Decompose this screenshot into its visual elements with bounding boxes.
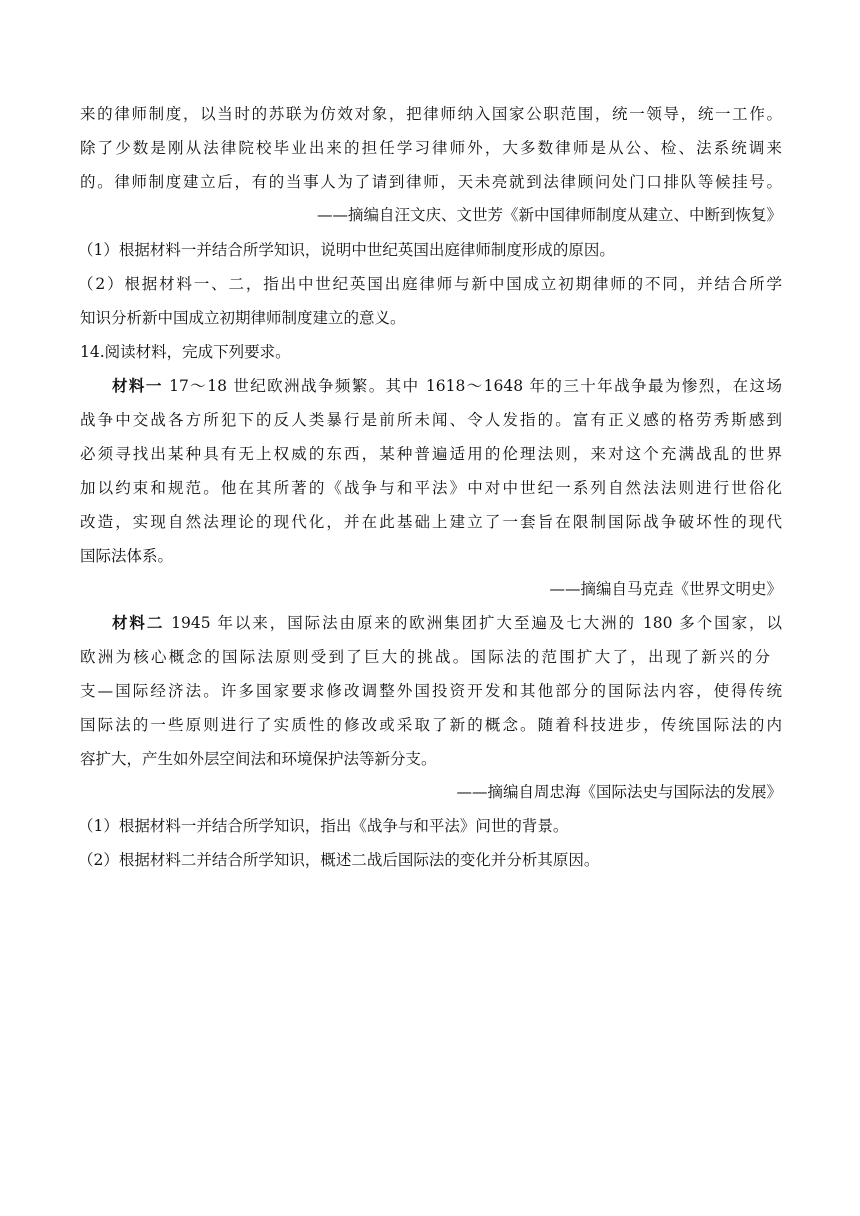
q13-sub-question-1: （1）根据材料一并结合所学知识，说明中世纪英国出庭律师制度形成的原因。	[78, 241, 615, 259]
q14-material-2-line-5: 容扩大，产生如外层空间法和环境保护法等新分支。	[80, 750, 437, 768]
q14-material-1-line-3: 必须寻找出某种具有无上权威的东西，某种普遍适用的伦理法则，来对这个充满战乱的世界	[80, 445, 782, 463]
material-source-citation: ——摘编自汪文庆、文世芳《新中国律师制度从建立、中断到恢复》	[316, 206, 782, 224]
material-1-text: 17～18 世纪欧洲战争频繁。其中 1618～1648 年的三十年战争最为惨烈，在这场	[162, 377, 782, 395]
material-2-label: 材料二	[112, 613, 165, 632]
q14-material-2-line-2: 欧洲为核心概念的国际法原则受到了巨大的挑战。国际法的范围扩大了，出现了新兴的分	[80, 648, 770, 666]
material-continuation-line-2: 除了少数是刚从法律院校毕业出来的担任学习律师外，大多数律师是从公、检、法系统调来	[80, 139, 782, 157]
material-1-label: 材料一	[112, 376, 163, 395]
q14-material-1-line-6: 国际法体系。	[80, 547, 174, 565]
q14-sub-question-2: （2）根据材料二并结合所学知识，概述二战后国际法的变化并分析其原因。	[78, 851, 600, 869]
q14-material-1-line-5: 改造，实现自然法理论的现代化，并在此基础上建立了一套旨在限制国际战争破坏性的现代	[80, 513, 782, 531]
q14-material-2-line-3: 支—国际经济法。许多国家要求修改调整外国投资开发和其他部分的国际法内容，使得传统	[80, 682, 782, 700]
material-2-text: 1945 年以来，国际法由原来的欧洲集团扩大至遍及七大洲的 180 多个国家，以	[164, 614, 782, 632]
q14-material-1-line-2: 战争中交战各方所犯下的反人类暴行是前所未闻、令人发指的。富有正义感的格劳秀斯感到	[80, 411, 782, 429]
q14-title: 14.阅读材料，完成下列要求。	[80, 343, 291, 361]
q14-material-1-line-4: 加以约束和规范。他在其所著的《战争与和平法》中对中世纪一系列自然法法则进行世俗化	[80, 479, 782, 497]
material-continuation-line-1: 来的律师制度，以当时的苏联为仿效对象，把律师纳入国家公职范围，统一领导，统一工作。	[80, 105, 782, 123]
q14-material-1-line-1	[112, 376, 782, 396]
q13-sub-question-2-line-1: （2）根据材料一、二，指出中世纪英国出庭律师与新中国成立初期律师的不同，并结合所学	[78, 275, 782, 293]
q14-material-2-source: ——摘编自周忠海《国际法史与国际法的发展》	[456, 783, 782, 801]
q14-material-2-line-1	[112, 613, 782, 633]
q14-sub-question-1: （1）根据材料一并结合所学知识，指出《战争与和平法》问世的背景。	[78, 817, 569, 835]
q13-sub-question-2-line-2: 知识分析新中国成立初期律师制度建立的意义。	[80, 309, 406, 327]
q14-material-1-source: ——摘编自马克垚《世界文明史》	[549, 580, 782, 598]
q14-material-2-line-4: 国际法的一些原则进行了实质性的修改或采取了新的概念。随着科技进步，传统国际法的内	[80, 716, 782, 734]
material-continuation-line-3: 的。律师制度建立后，有的当事人为了请到律师，天未亮就到法律顾问处门口排队等候挂号。	[80, 173, 782, 191]
